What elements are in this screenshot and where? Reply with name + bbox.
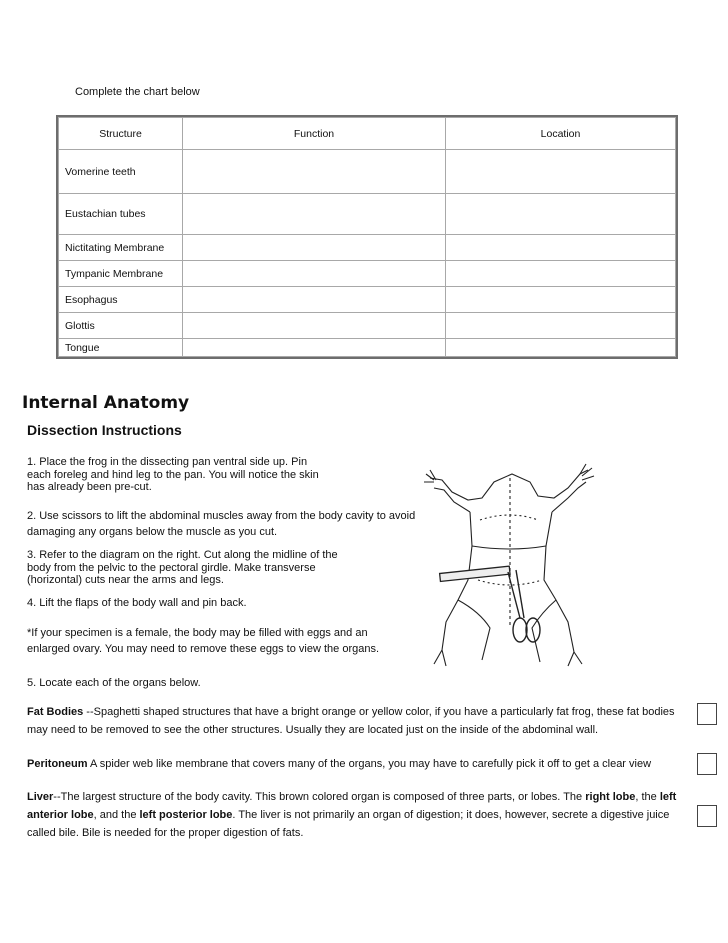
location-cell[interactable] bbox=[446, 287, 676, 313]
table-row bbox=[59, 150, 676, 194]
step-5-note: *If your specimen is a female, the body may be filled with eggs and an enlarged ovary. You may need to remove these eggs to view the organs. bbox=[27, 627, 380, 655]
structure-cell: Glottis bbox=[59, 313, 183, 339]
organ-peritoneum bbox=[27, 755, 692, 773]
organ-liver bbox=[27, 788, 692, 842]
section-title: Internal Anatomy bbox=[22, 393, 190, 413]
function-cell[interactable] bbox=[183, 287, 446, 313]
table-row bbox=[59, 313, 676, 339]
location-cell[interactable] bbox=[446, 313, 676, 339]
frog-dissection-diagram bbox=[420, 460, 600, 680]
location-cell[interactable] bbox=[446, 339, 676, 357]
organ-description: , and the bbox=[93, 809, 140, 821]
organ-description: , the bbox=[635, 791, 660, 803]
organ-name: Fat Bodies bbox=[27, 706, 84, 718]
step-3: 3. Refer to the diagram on the right. Cut along the midline of the body from the pelvic to the pectoral girdle. Make transverse (horizontal) cuts near the arms and legs. bbox=[27, 549, 338, 586]
step-2: 2. Use scissors to lift the abdominal muscles away from the body cavity to avoid damaging any organs below the muscle as you cut. bbox=[27, 510, 416, 538]
table-row bbox=[59, 194, 676, 235]
organ-name: Liver bbox=[27, 791, 54, 803]
structure-cell: Tympanic Membrane bbox=[59, 261, 183, 287]
function-cell[interactable] bbox=[183, 235, 446, 261]
peritoneum-checkbox[interactable] bbox=[697, 753, 717, 775]
function-cell[interactable] bbox=[183, 194, 446, 235]
step-4: 4. Lift the flaps of the body wall and pin back. bbox=[27, 597, 247, 609]
header-location: Location bbox=[446, 118, 676, 150]
subsection-title: Dissection Instructions bbox=[27, 422, 182, 438]
structure-cell: Esophagus bbox=[59, 287, 183, 313]
table-row bbox=[59, 287, 676, 313]
structure-cell: Tongue bbox=[59, 339, 183, 357]
structure-cell: Vomerine teeth bbox=[59, 150, 183, 194]
liver-checkbox[interactable] bbox=[697, 805, 717, 827]
liver-lobe-name: left posterior lobe bbox=[139, 809, 233, 821]
structure-cell: Eustachian tubes bbox=[59, 194, 183, 235]
table-row bbox=[59, 339, 676, 357]
fat-bodies-checkbox[interactable] bbox=[697, 703, 717, 725]
step-5: 5. Locate each of the organs below. bbox=[27, 677, 201, 689]
liver-lobe-name: left anterior lobe bbox=[27, 791, 677, 821]
organ-description: A spider web like membrane that covers many of the organs, you may have to carefully pick it off to get a clear view bbox=[87, 758, 652, 770]
table-row bbox=[59, 235, 676, 261]
step-1: 1. Place the frog in the dissecting pan ventral side up. Pin each foreleg and hind leg to the pan. You will notice the skin has already been pre-cut. bbox=[27, 456, 319, 493]
organ-description: --Spaghetti shaped structures that have a bright orange or yellow color, if you have a particularly fat frog, these fat bodies may need to be removed to see the other structures. Usually they are located just on the inside of the abdominal wall. bbox=[27, 706, 675, 736]
organ-description: --The largest structure of the body cavity. This brown colored organ is composed of three parts, or lobes. The bbox=[53, 791, 586, 803]
structure-cell: Nictitating Membrane bbox=[59, 235, 183, 261]
function-cell[interactable] bbox=[183, 313, 446, 339]
organ-fat-bodies bbox=[27, 703, 692, 739]
location-cell[interactable] bbox=[446, 150, 676, 194]
anatomy-chart-table bbox=[56, 115, 678, 359]
organ-name: Peritoneum bbox=[27, 758, 88, 770]
liver-lobe-name: right lobe bbox=[585, 791, 636, 803]
organ-description: . The liver is not primarily an organ of digestion; it does, however, secrete a digestive juice called bile. Bile is needed for the proper digestion of fats. bbox=[27, 809, 670, 839]
chart-instruction: Complete the chart below bbox=[75, 86, 200, 98]
header-structure: Structure bbox=[59, 118, 183, 150]
function-cell[interactable] bbox=[183, 261, 446, 287]
location-cell[interactable] bbox=[446, 235, 676, 261]
location-cell[interactable] bbox=[446, 261, 676, 287]
location-cell[interactable] bbox=[446, 194, 676, 235]
function-cell[interactable] bbox=[183, 150, 446, 194]
table-header-row bbox=[59, 118, 676, 150]
function-cell[interactable] bbox=[183, 339, 446, 357]
table-row bbox=[59, 261, 676, 287]
header-function: Function bbox=[183, 118, 446, 150]
